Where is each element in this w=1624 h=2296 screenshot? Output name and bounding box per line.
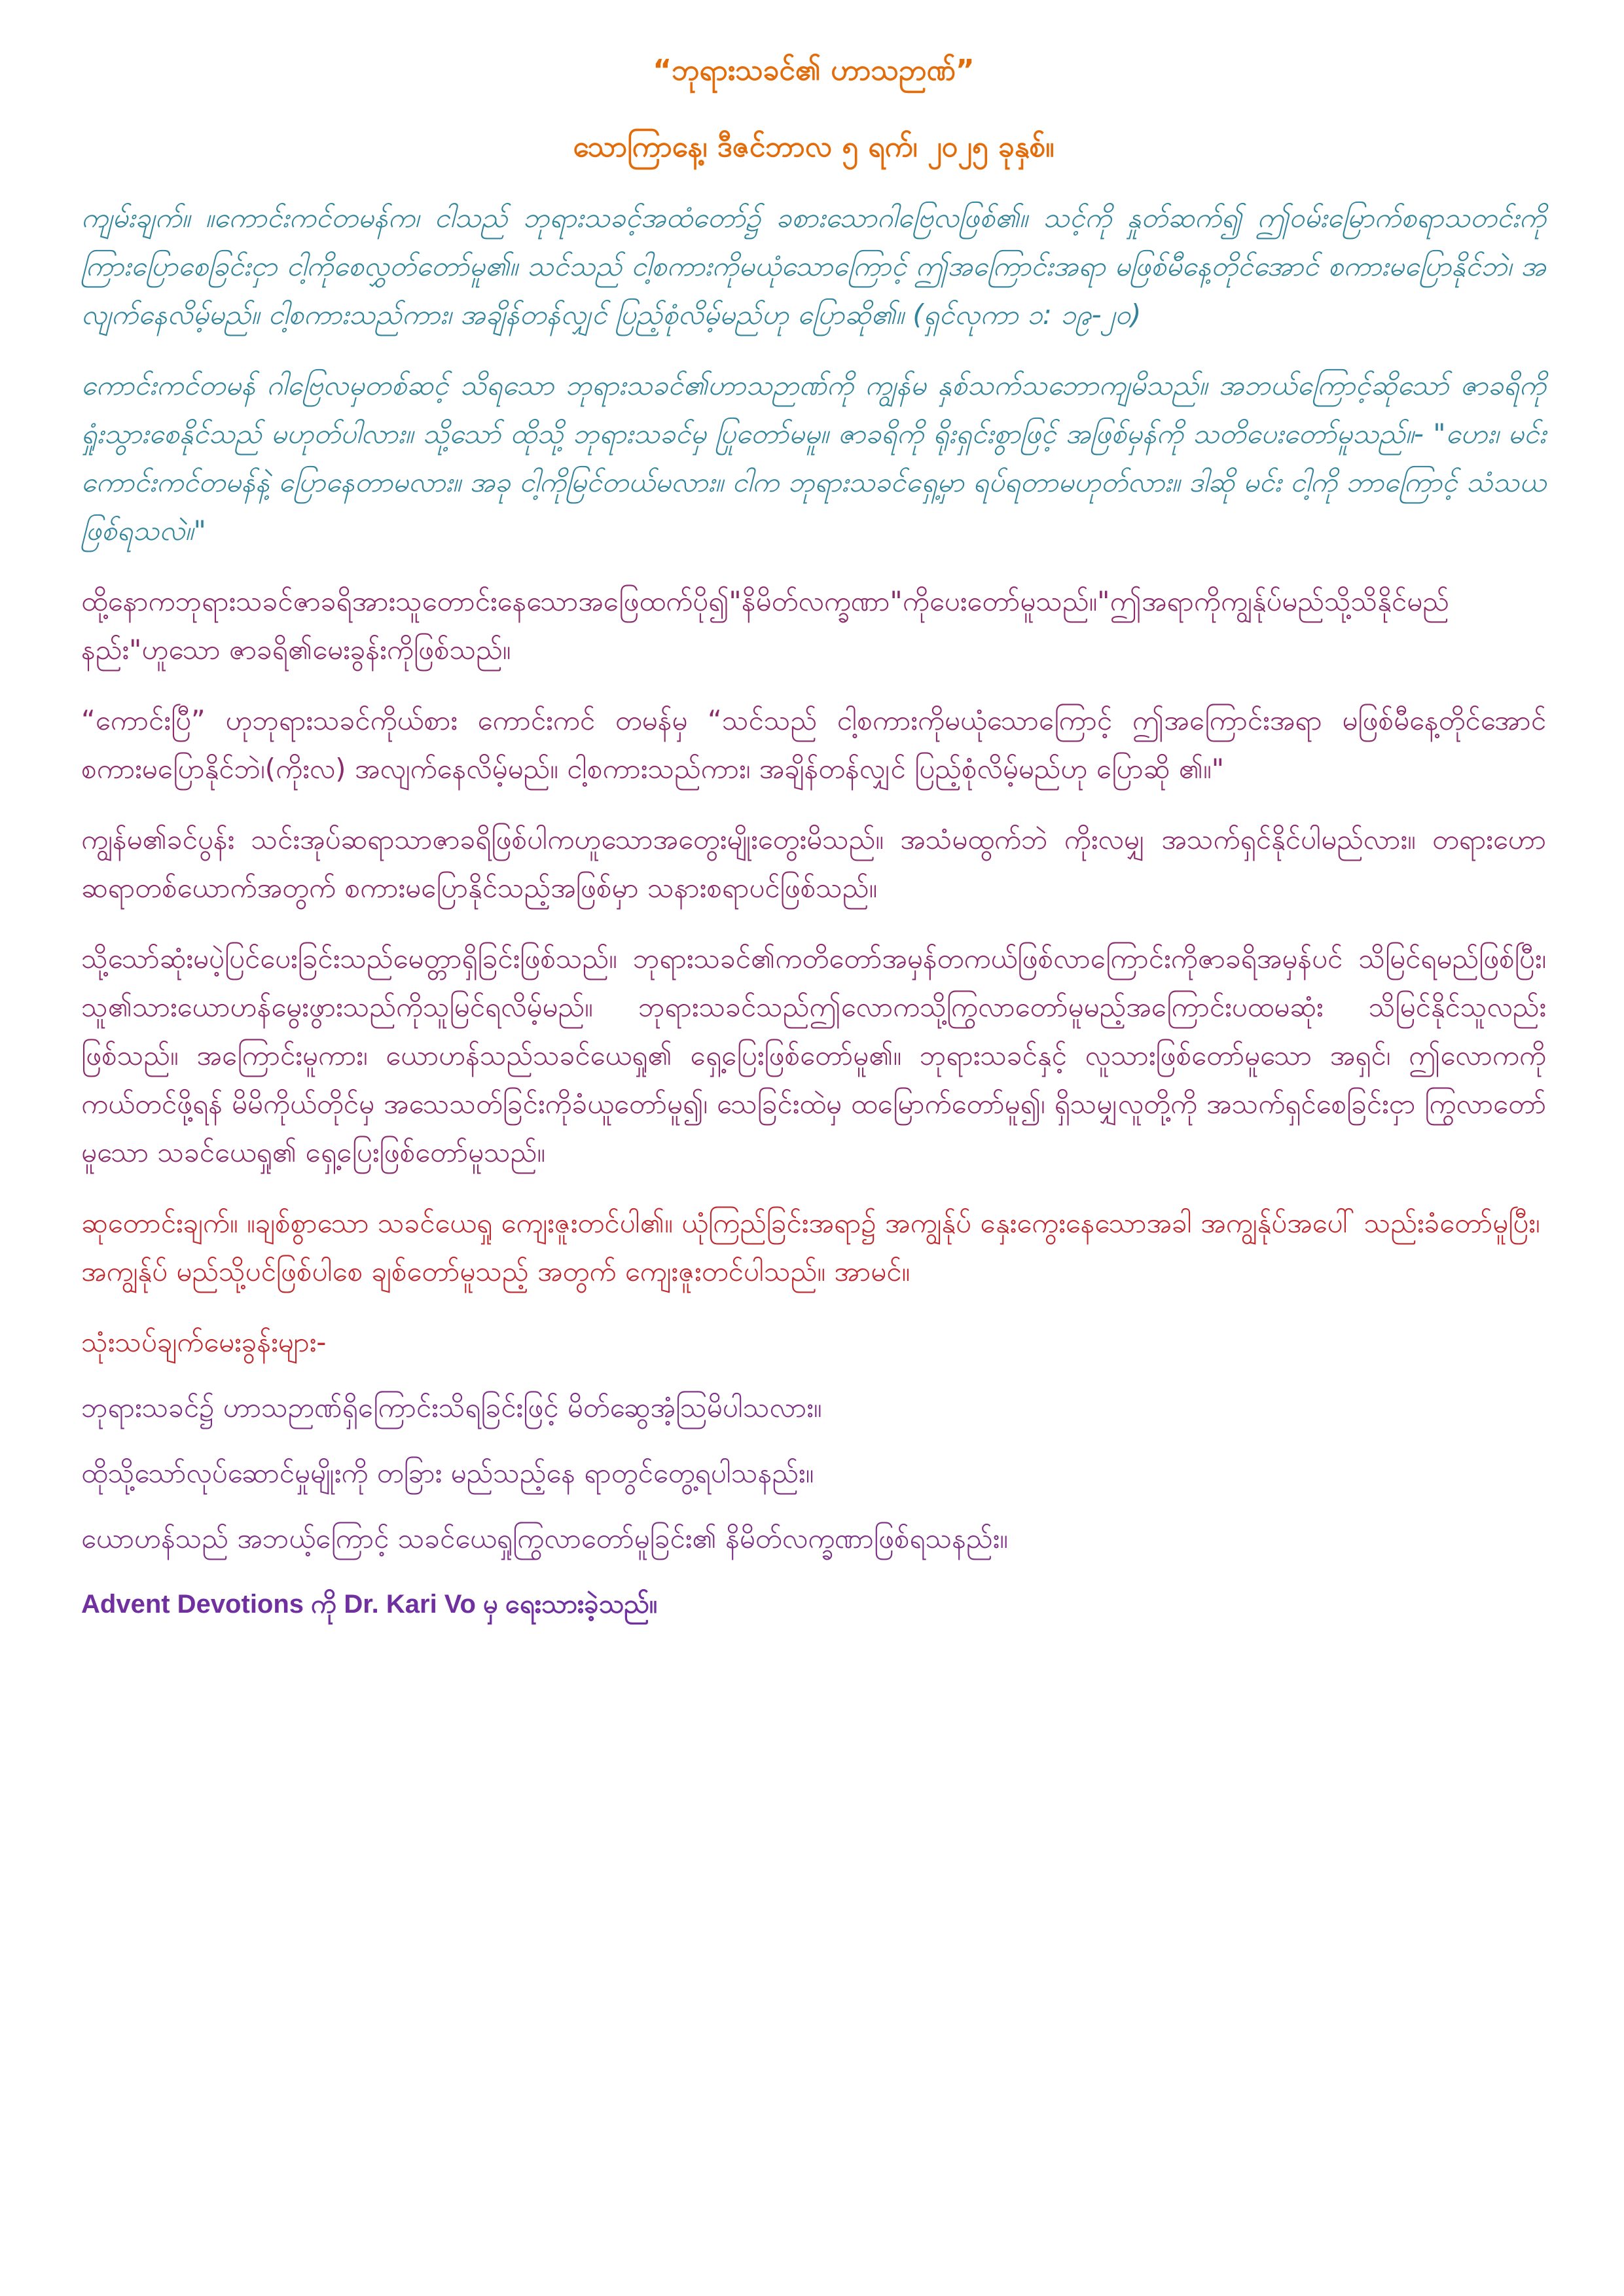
devotion-date: သောကြာနေ့၊ ဒီဇင်ဘာလ ၅ ရက်၊ ၂၀၂၅ ခုနှစ်။ [573,130,1055,164]
reflection-paragraph: “ကောင်းပြီ” ဟုဘုရားသခင်ကိုယ်စား ကောင်းကင် တမန်မှ “သင်သည် ငါ့စကားကိုမယုံသောကြောင့် ဤအကြောင်းအရာ မဖြစ်မီနေ့တိုင်အောင် စကားမပြောနိုင်ဘဲ၊(ကိုးလ) အလျက်နေလိမ့်မည်။ ငါ့စကားသည်ကား၊ အချိန်တန်လျှင် ပြည့်စုံလိမ့်မည်ဟု ပြောဆို ၏။" [81,704,1546,785]
reflection-paragraph: ကျွန်မ၏ခင်ပွန်း သင်းအုပ်ဆရာသာဇာခရိဖြစ်ပါကဟူသောအတွေးမျိုးတွေးမိသည်။ အသံမထွက်ဘဲ ကိုးလမျှ အသက်ရှင်နိုင်ပါမည်လား။ တရားဟောဆရာတစ်ယောက်အတွက် စကားမပြောနိုင်သည့်အဖြစ်မှာ သနားစရာပင်ဖြစ်သည်။ [81,823,1546,904]
devotion-title: “ဘုရားသခင်၏ ဟာသဉာဏ်” [653,54,975,87]
scripture-passage: ကျမ်းချက်။ ။ကောင်းကင်တမန်က၊ ငါသည် ဘုရားသခင့်အထံတော်၌ ခစားသောဂါဗြေလဖြစ်၏။ သင့်ကို နှုတ်ဆက်၍ ဤဝမ်းမြောက်စရာသတင်းကို ကြားပြောစေခြင်းငှာ ငါ့ကိုစေလွှတ်တော်မူ၏။ သင်သည် ငါ့စကားကိုမယုံသောကြောင့် ဤအကြောင်းအရာ မဖြစ်မီနေ့တိုင်အောင် စကားမပြောနိုင်ဘဲ၊ အလျက်နေလိမ့်မည်။ ငါ့စကားသည်ကား၊ အချိန်တန်လျှင် ပြည့်စုံလိမ့်မည်ဟု ပြောဆို၏။ (ရှင်လုကာ ၁: ၁၉-၂၀) [81,202,1546,331]
reflection-question: ထိုသို့သော်လုပ်ဆောင်မှုမျိုးကို တခြား မည်သည့်နေ ရာတွင်တွေ့ရပါသနည်း။ [81,1457,814,1489]
prayer-paragraph: ဆုတောင်းချက်။ ။ချစ်စွာသော သခင်ယေရှု ကျေးဇူးတင်ပါ၏။ ယုံကြည်ခြင်းအရာ၌ အကျွန်ုပ် နှေးကွေးနေသောအခါ အကျွန်ုပ်အပေါ် သည်းခံတော်မူပြီး၊ အကျွန်ုပ် မည်သို့ပင်ဖြစ်ပါစေ ချစ်တော်မူသည့် အတွက် ကျေးဇူးတင်ပါသည်။ အာမင်။ [81,1207,1540,1287]
opening-paragraph: ကောင်းကင်တမန် ဂါဗြေလမှတစ်ဆင့် သိရသော ဘုရားသခင်၏ဟာသဉာဏ်ကို ကျွန်မ နှစ်သက်သဘောကျမိသည်။ အဘယ်ကြောင့်ဆိုသော် ဇာခရိကို ရှုံးသွားစေနိုင်သည် မဟုတ်ပါလား။ သို့သော် ထိုသို့ ဘုရားသခင်မှ ပြုတော်မမူ။ ဇာခရိကို ရိုးရှင်းစွာဖြင့် အဖြစ်မှန်ကို သတိပေးတော်မူသည်။- "ဟေး၊ မင်း ကောင်းကင်တမန်နဲ့ ပြောနေတာမလား။ အခု ငါ့ကိုမြင်တယ်မလား။ ငါက ဘုရားသခင်ရှေ့မှာ ရပ်ရတာမဟုတ်လား။ ဒါဆို မင်း ငါ့ကို ဘာကြောင့် သံသယဖြစ်ရသလဲ။" [81,369,1546,547]
author-credit: Advent Devotions ကို Dr. Kari Vo မှ ရေးသားခဲ့သည်။ [81,1590,658,1619]
reflection-questions-heading: သုံးသပ်ချက်မေးခွန်းများ- [81,1326,327,1358]
reflection-question: ယောဟန်သည် အဘယ့်ကြောင့် သခင်ယေရှုကြွလာတော်မူခြင်း၏ နိမိတ်လက္ခဏာဖြစ်ရသနည်း။ [81,1522,1008,1554]
reflection-paragraph: ထို့နောကဘုရားသခင်ဇာခရိအားသူတောင်းနေသောအဖြေထက်ပို၍"နိမိတ်လက္ခဏာ"ကိုပေးတော်မူသည်။"ဤအရာကိုကျွန်ုပ်မည်သို့သိနိုင်မည်နည်း"ဟူသော ဇာခရိ၏မေးခွန်းကိုဖြစ်သည်။ [81,585,1449,666]
reflection-paragraph: သို့သော်ဆုံးမပဲ့ပြင်ပေးခြင်းသည်မေတ္တာရှိခြင်းဖြစ်သည်။ ဘုရားသခင်၏ကတိတော်အမှန်တကယ်ဖြစ်လာကြောင်းကိုဇာခရိအမှန်ပင် သိမြင်ရမည်ဖြစ်ပြီး၊ သူ၏သားယောဟန်မွေးဖွားသည်ကိုသူမြင်ရလိမ့်မည်။ ဘုရားသခင်သည်ဤလောကသို့ကြွလာတော်မူမည့်အကြောင်းပထမဆုံး သိမြင်နိုင်သူလည်းဖြစ်သည်။ အကြောင်းမူကား၊ ယောဟန်သည်သခင်ယေရှု၏ ရှေ့ပြေးဖြစ်တော်မူ၏။ ဘုရားသခင်နှင့် လူသားဖြစ်တော်မူသော အရှင်၊ ဤလောကကို ကယ်တင်ဖို့ရန် မိမိကိုယ်တိုင်မှ အသေသတ်ခြင်းကိုခံယူတော်မူ၍၊ သေခြင်းထဲမှ ထမြောက်တော်မူ၍၊ ရှိသမျှလူတို့ကို အသက်ရှင်စေခြင်းငှာ ကြွလာတော်မူသော သခင်ယေရှု၏ ရှေ့ပြေးဖြစ်တော်မူသည်။ [81,942,1546,1168]
reflection-question: ဘုရားသခင်၌ ဟာသဉာဏ်ရှိကြောင်းသိရခြင်းဖြင့် မိတ်ဆွေအံ့သြမိပါသလား။ [81,1391,822,1424]
